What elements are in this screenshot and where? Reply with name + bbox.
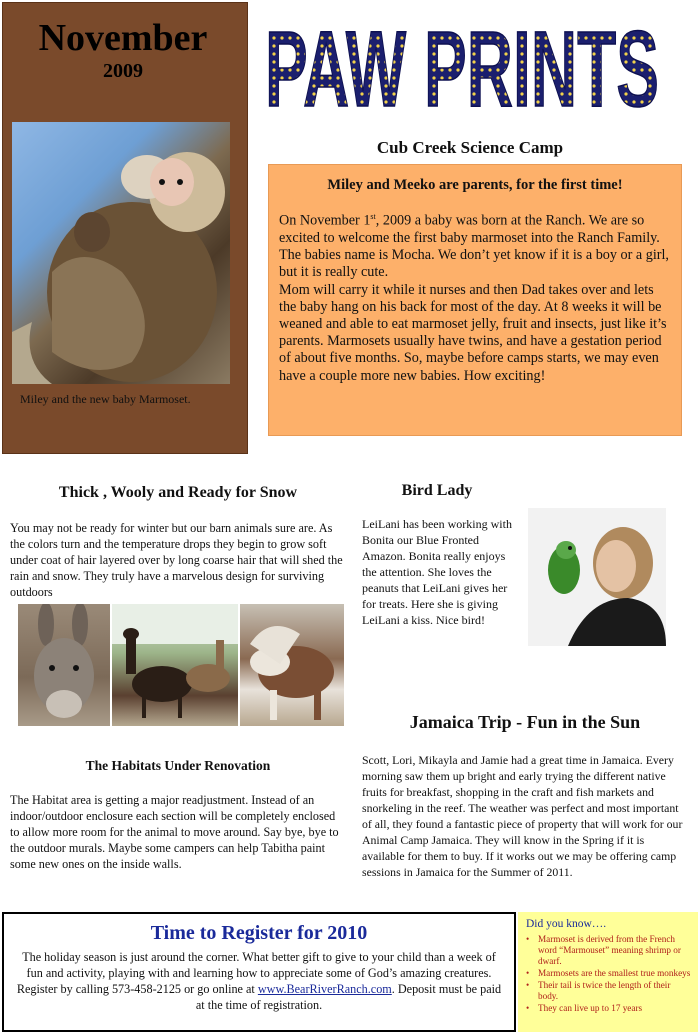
miley-story-box	[268, 164, 682, 436]
register-body: The holiday season is just around the corner. What better gift to give to your child than a week of fun and activity, playing with and learning how to appreciate some of God’s amazing creatures. Register by calling 573-458-2125 or go online at	[16, 950, 496, 996]
marmoset-illustration	[12, 122, 230, 384]
fact-item: • They can live up to 17 years	[526, 1003, 692, 1014]
register-box	[2, 912, 516, 1032]
register-heading: Time to Register for 2010	[150, 922, 368, 944]
camp-heading: Cub Creek Science Camp	[376, 138, 564, 157]
fact-item: • Marmoset is derived from the French word “Marmouset” meaning shrimp or dwarf.	[526, 934, 692, 967]
donkey-illustration	[18, 604, 110, 726]
did-you-know-list	[526, 934, 692, 1014]
habitat-text: The Habitat area is getting a major readjustment. Instead of an indoor/outdoor enclosure each section will be completely enclosed to allow more room for the animal to move around. Say bye, bye to the outdoor murals. Maybe some campers can help Tabitha paint some new ones on the inside walls.	[10, 793, 339, 871]
bird-lady-text: LeiLani has been working with Bonita our Blue Fronted Amazon. Bonita really enjoys the attention. She loves the peanuts that LeiLani gives her for treats. Here she is giving LeiLani a kiss. Nice bird!	[362, 517, 512, 627]
month-year: 2009	[103, 60, 143, 82]
register-link[interactable]: www.BearRiverRanch.com	[257, 982, 392, 996]
miley-paragraph-2: Mom will carry it while it nurses and then Dad takes over and lets the baby hang on his back for most of the day. At 8 weeks it will be weaned and able to eat marmoset jelly, fruit and insects, just like it’s parents. Marmosets usually have twins, and have a gestation period of about five months. So, maybe before camps starts, we may even have a couple more new babies. How exciting!	[279, 281, 667, 384]
alpaca-photo	[112, 604, 238, 726]
masthead	[262, 10, 662, 114]
fact-item: • Marmosets are the smallest true monkeys	[526, 968, 692, 979]
jamaica-heading: Jamaica Trip - Fun in the Sun	[409, 712, 641, 732]
masthead-logo	[262, 10, 662, 114]
miley-headline: Miley and Meeko are parents, for the first time!	[327, 177, 623, 193]
marmoset-caption: Miley and the new baby Marmoset.	[12, 386, 230, 406]
did-you-know-box	[518, 912, 698, 1032]
miley-paragraph-1	[279, 208, 671, 282]
miley-body	[279, 208, 671, 385]
month-title: November	[38, 17, 208, 59]
donkey-photo	[18, 604, 110, 726]
register-body-end: . Deposit must be paid at the time of registration.	[195, 982, 502, 1012]
alpaca-illustration	[112, 604, 238, 726]
did-you-know-heading: Did you know….	[526, 918, 607, 930]
masthead-text: PAW PRINTS	[265, 10, 659, 114]
marmoset-photo	[12, 122, 230, 384]
wooly-text: You may not be ready for winter but our barn animals sure are. As the colors turn and the temperature drops they begin to grow soft under coat of hair layered over by long coarse hair that will shed the rain and snow. They truly have a marvelous design for surviving outdoors	[10, 521, 343, 599]
jamaica-text: Scott, Lori, Mikayla and Jamie had a great time in Jamaica. Every morning saw them up bright and early trying the different native fruits for breakfast, shopping in the craft and fish markets and snorkeling in the reef. The weather was perfect and most important of all, they found a fantastic piece of property that will work for our Animal Camp Jamaica. They will know in the Spring if it is available for them to buy. If it works out we may be offering camp sessions in Jamaica for the Summer of 2011.	[362, 753, 683, 879]
pony-photo	[240, 604, 344, 726]
miley-date-suffix: st	[370, 212, 376, 221]
miley-paragraph-1-rest: , 2009 a baby was born at the Ranch. We are so excited to welcome the first baby marmoset into the Ranch Family. The babies name is Mocha. We don’t yet know if it is a boy or a girl, but it is really cute.	[279, 212, 669, 281]
bird-lady-photo	[528, 508, 666, 646]
register-text	[14, 949, 504, 1013]
wooly-heading: Thick , Wooly and Ready for Snow	[58, 484, 298, 501]
miley-date: On November 1	[279, 212, 371, 229]
habitat-heading: The Habitats Under Renovation	[85, 758, 271, 773]
bird-lady-heading: Bird Lady	[401, 482, 473, 499]
bird-lady-illustration	[528, 508, 666, 646]
pony-illustration	[240, 604, 344, 726]
fact-item: • Their tail is twice the length of their body.	[526, 980, 692, 1002]
